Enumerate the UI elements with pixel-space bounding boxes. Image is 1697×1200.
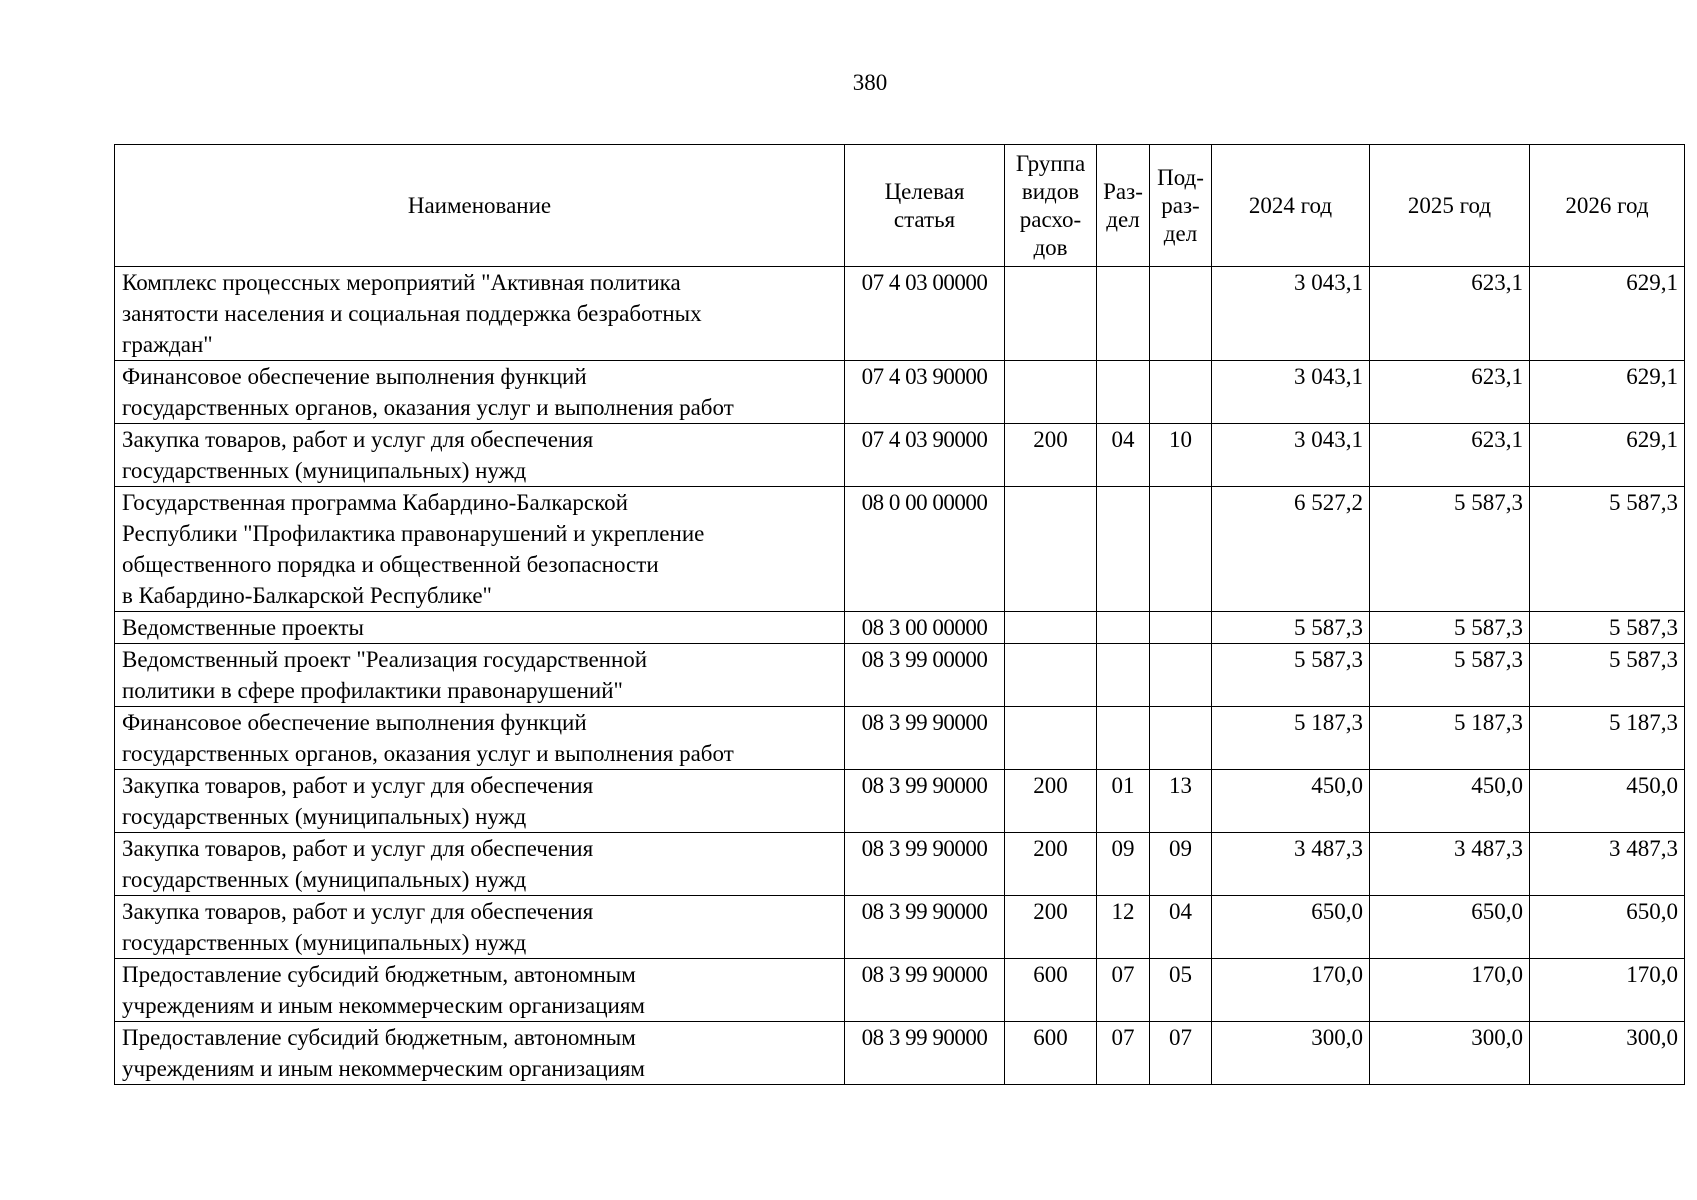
cell-2024: 3 043,1: [1212, 424, 1370, 487]
cell-2025: 3 487,3: [1370, 833, 1530, 896]
cell-target: 08 3 99 90000: [845, 1022, 1005, 1085]
cell-2024: 5 587,3: [1212, 612, 1370, 644]
cell-2026: 629,1: [1530, 267, 1685, 361]
cell-name: Ведомственные проекты: [115, 612, 845, 644]
header-group: Группа видов расхо- дов: [1005, 145, 1097, 267]
cell-subsection: [1150, 707, 1212, 770]
table-row: [115, 612, 1685, 644]
cell-group: [1005, 361, 1097, 424]
table-row: [115, 770, 1685, 833]
cell-2026: 629,1: [1530, 361, 1685, 424]
cell-subsection: 07: [1150, 1022, 1212, 1085]
header-target: Целевая статья: [845, 145, 1005, 267]
cell-group: [1005, 644, 1097, 707]
cell-2026: 3 487,3: [1530, 833, 1685, 896]
cell-2024: 650,0: [1212, 896, 1370, 959]
cell-name: Закупка товаров, работ и услуг для обеспечения государственных (муниципальных) нужд: [115, 770, 845, 833]
cell-subsection: 13: [1150, 770, 1212, 833]
cell-subsection: 04: [1150, 896, 1212, 959]
cell-2024: 3 487,3: [1212, 833, 1370, 896]
cell-2025: 623,1: [1370, 424, 1530, 487]
cell-2026: 650,0: [1530, 896, 1685, 959]
cell-2025: 170,0: [1370, 959, 1530, 1022]
cell-section: [1097, 267, 1150, 361]
cell-target: 08 0 00 00000: [845, 487, 1005, 612]
cell-subsection: 09: [1150, 833, 1212, 896]
cell-target: 07 4 03 90000: [845, 361, 1005, 424]
cell-subsection: [1150, 612, 1212, 644]
cell-section: [1097, 707, 1150, 770]
table-row: [115, 707, 1685, 770]
cell-2025: 623,1: [1370, 267, 1530, 361]
table-row: [115, 1022, 1685, 1085]
budget-table: [114, 144, 1685, 1085]
cell-2026: 170,0: [1530, 959, 1685, 1022]
cell-2025: 623,1: [1370, 361, 1530, 424]
header-2024: 2024 год: [1212, 145, 1370, 267]
header-2025: 2025 год: [1370, 145, 1530, 267]
cell-group: [1005, 612, 1097, 644]
cell-2026: 629,1: [1530, 424, 1685, 487]
table-row: [115, 267, 1685, 361]
cell-name: Закупка товаров, работ и услуг для обеспечения государственных (муниципальных) нужд: [115, 896, 845, 959]
page-number: 380: [852, 70, 888, 95]
table-row: [115, 487, 1685, 612]
cell-name: Закупка товаров, работ и услуг для обеспечения государственных (муниципальных) нужд: [115, 424, 845, 487]
cell-target: 07 4 03 00000: [845, 267, 1005, 361]
cell-group: [1005, 267, 1097, 361]
header-name: Наименование: [115, 145, 845, 267]
cell-name: Предоставление субсидий бюджетным, автономным учреждениям и иным некоммерческим организациям: [115, 959, 845, 1022]
cell-group: 600: [1005, 1022, 1097, 1085]
cell-group: [1005, 707, 1097, 770]
table-row: [115, 424, 1685, 487]
cell-2024: 3 043,1: [1212, 267, 1370, 361]
cell-section: 04: [1097, 424, 1150, 487]
cell-section: 07: [1097, 959, 1150, 1022]
cell-group: 200: [1005, 833, 1097, 896]
cell-name: Закупка товаров, работ и услуг для обеспечения государственных (муниципальных) нужд: [115, 833, 845, 896]
cell-2026: 5 587,3: [1530, 487, 1685, 612]
cell-name: Финансовое обеспечение выполнения функций государственных органов, оказания услуг и выполнения работ: [115, 707, 845, 770]
cell-subsection: [1150, 361, 1212, 424]
header-2026: 2026 год: [1530, 145, 1685, 267]
cell-target: 08 3 99 90000: [845, 707, 1005, 770]
cell-name: Государственная программа Кабардино-Балкарской Республики "Профилактика правонарушений и укрепление общественного порядка и общественной безопасности в Кабардино-Балкарской Республике": [115, 487, 845, 612]
cell-target: 08 3 99 90000: [845, 896, 1005, 959]
cell-target: 08 3 99 00000: [845, 644, 1005, 707]
header-section: Раз- дел: [1097, 145, 1150, 267]
cell-2026: 5 587,3: [1530, 612, 1685, 644]
cell-2026: 5 187,3: [1530, 707, 1685, 770]
header-subsection: Под- раз- дел: [1150, 145, 1212, 267]
cell-2024: 300,0: [1212, 1022, 1370, 1085]
cell-name: Ведомственный проект "Реализация государственной политики в сфере профилактики правонарушений": [115, 644, 845, 707]
cell-target: 08 3 99 90000: [845, 959, 1005, 1022]
cell-subsection: [1150, 267, 1212, 361]
cell-2024: 5 187,3: [1212, 707, 1370, 770]
cell-2025: 650,0: [1370, 896, 1530, 959]
cell-subsection: [1150, 644, 1212, 707]
cell-2026: 450,0: [1530, 770, 1685, 833]
cell-subsection: 10: [1150, 424, 1212, 487]
cell-2025: 5 587,3: [1370, 612, 1530, 644]
cell-2024: 450,0: [1212, 770, 1370, 833]
cell-2024: 6 527,2: [1212, 487, 1370, 612]
cell-section: [1097, 361, 1150, 424]
cell-group: 200: [1005, 424, 1097, 487]
cell-subsection: 05: [1150, 959, 1212, 1022]
cell-2025: 5 587,3: [1370, 487, 1530, 612]
table-row: [115, 361, 1685, 424]
cell-group: 600: [1005, 959, 1097, 1022]
table-row: [115, 959, 1685, 1022]
table-body: [115, 267, 1685, 1085]
cell-group: [1005, 487, 1097, 612]
cell-2025: 5 587,3: [1370, 644, 1530, 707]
table-row: [115, 896, 1685, 959]
cell-subsection: [1150, 487, 1212, 612]
table-header-row: [115, 145, 1685, 267]
cell-section: 07: [1097, 1022, 1150, 1085]
cell-section: [1097, 487, 1150, 612]
cell-2024: 170,0: [1212, 959, 1370, 1022]
cell-target: 08 3 00 00000: [845, 612, 1005, 644]
cell-section: [1097, 644, 1150, 707]
cell-2025: 300,0: [1370, 1022, 1530, 1085]
table-row: [115, 644, 1685, 707]
cell-group: 200: [1005, 896, 1097, 959]
cell-name: Предоставление субсидий бюджетным, автономным учреждениям и иным некоммерческим организациям: [115, 1022, 845, 1085]
cell-target: 08 3 99 90000: [845, 770, 1005, 833]
table-row: [115, 833, 1685, 896]
cell-2025: 5 187,3: [1370, 707, 1530, 770]
cell-2026: 300,0: [1530, 1022, 1685, 1085]
cell-name: Комплекс процессных мероприятий "Активная политика занятости населения и социальная поддержка безработных граждан": [115, 267, 845, 361]
cell-2025: 450,0: [1370, 770, 1530, 833]
cell-2024: 5 587,3: [1212, 644, 1370, 707]
cell-target: 07 4 03 90000: [845, 424, 1005, 487]
cell-name: Финансовое обеспечение выполнения функций государственных органов, оказания услуг и выполнения работ: [115, 361, 845, 424]
cell-section: 12: [1097, 896, 1150, 959]
cell-section: [1097, 612, 1150, 644]
cell-group: 200: [1005, 770, 1097, 833]
cell-2024: 3 043,1: [1212, 361, 1370, 424]
cell-2026: 5 587,3: [1530, 644, 1685, 707]
cell-section: 01: [1097, 770, 1150, 833]
cell-section: 09: [1097, 833, 1150, 896]
cell-target: 08 3 99 90000: [845, 833, 1005, 896]
